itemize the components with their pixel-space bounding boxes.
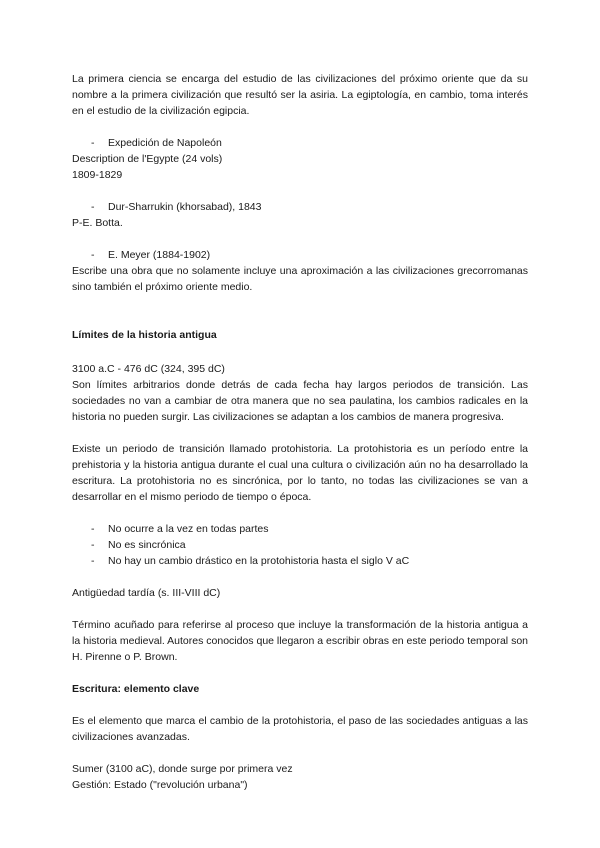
limites-paragraph-1: Son límites arbitrarios donde detrás de cada fecha hay largos periodos de transición. Las sociedades no van a cambiar de otra manera que no sea paulatina, los cambios radicales en la historia no pueden surgir. Las civilizaciones se adaptan a los cambios de manera progresiva. — [72, 379, 528, 423]
limites-paragraph-2: Existe un periodo de transición llamado protohistoria. La protohistoria es un período entre la prehistoria y la historia antigua durante el cual una cultura o civilización aún no ha desarrollado la escritura. La protohistoria no es sincrónica, por lo tanto, no todas las civilizaciones se van a desarrollar en el mismo periodo de tiempo o época. — [72, 443, 528, 503]
list-item-napoleon: - Expedición de Napoleón — [72, 135, 528, 151]
meyer-paragraph: Escribe una obra que no solamente incluye una aproximación a las civilizaciones grecorromanas sino también el próximo oriente medio. — [72, 265, 528, 293]
bullet-item: - No es sincrónica — [72, 537, 528, 553]
section-heading-escritura: Escritura: elemento clave — [72, 683, 200, 695]
limites-dates: 3100 a.C - 476 dC (324, 395 dC) — [72, 363, 225, 375]
list-item-meyer: - E. Meyer (1884-1902) — [72, 247, 528, 263]
list-item-dur-sharrukin: - Dur-Sharrukin (khorsabad), 1843 — [72, 199, 528, 215]
bullet-item: - No hay un cambio drástico en la protohistoria hasta el siglo V aC — [72, 553, 528, 569]
limites-paragraph-3: Término acuñado para referirse al proceso que incluye la transformación de la historia antigua a la historia medieval. Autores conocidos que llegaron a escribir obras en este periodo temporal son H. Pirenne o P. Brown. — [72, 619, 528, 663]
escritura-gestion: Gestión: Estado ("revolución urbana") — [72, 779, 248, 791]
section-heading-limites: Límites de la historia antigua — [72, 329, 217, 341]
escritura-paragraph: Es el elemento que marca el cambio de la protohistoria, el paso de las sociedades antiguas a las civilizaciones avanzadas. — [72, 715, 528, 743]
document-body — [72, 71, 528, 793]
escritura-sumer: Sumer (3100 aC), donde surge por primera vez — [72, 763, 293, 775]
bullet-item: - No ocurre a la vez en todas partes — [72, 521, 528, 537]
dur-author: P-E. Botta. — [72, 217, 123, 229]
napoleon-work: Description de l'Egypte (24 vols) — [72, 153, 223, 165]
napoleon-years: 1809-1829 — [72, 169, 123, 181]
intro-paragraph: La primera ciencia se encarga del estudio de las civilizaciones del próximo oriente que da su nombre a la primera civilización que resultó ser la asiria. La egiptología, en cambio, toma interés en el estudio de la civilización egipcia. — [72, 73, 528, 117]
tardia-label: Antigüedad tardía (s. III-VIII dC) — [72, 587, 221, 599]
